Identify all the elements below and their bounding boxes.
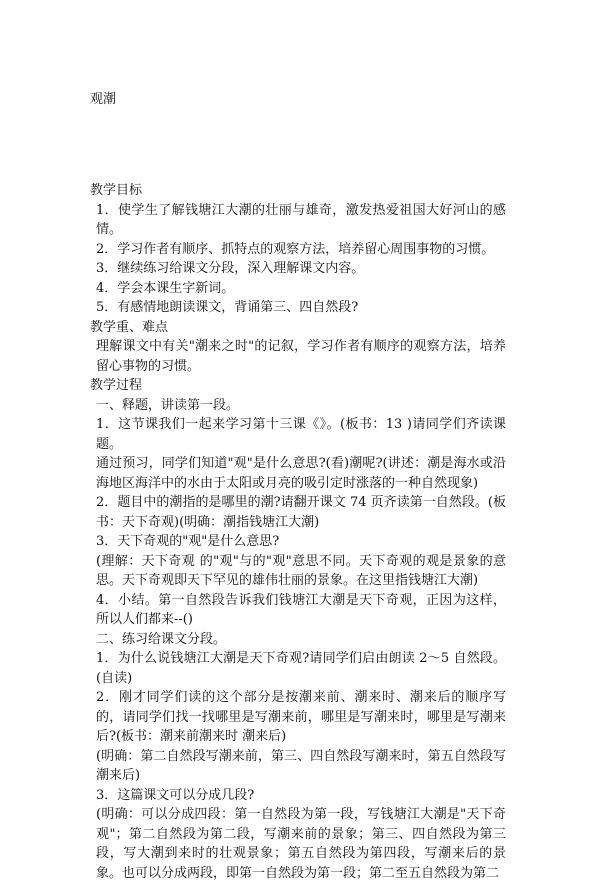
section-heading: 教学过程 bbox=[90, 378, 143, 393]
paragraph-line: 2．刚才同学们读的这个部分是按潮来前、潮来时、潮来后的顺序写的，请同学们找一找哪里是写潮来前，哪里是写潮来时，哪里是写潮来后?(板书：潮来前潮来时 潮来后) bbox=[96, 690, 506, 744]
paragraph-line: 3．这篇课文可以分成几段? bbox=[96, 787, 255, 803]
paragraph-line: 1．这节课我们一起来学习第十三课《》。(板书：13 )请同学们齐读课题。 bbox=[96, 417, 506, 452]
document-title: 观潮 bbox=[90, 92, 117, 107]
paragraph-line: 2．学习作者有顺序、抓特点的观察方法，培养留心周围事物的习惯。 bbox=[96, 241, 495, 257]
paragraph-line: 1．使学生了解钱塘江大潮的壮丽与雄奇，激发热爱祖国大好河山的感情。 bbox=[96, 202, 506, 237]
paragraph-line: 2．题目中的潮指的是哪里的潮?请翻开课文 74 页齐读第一自然段。(板书：天下奇观)(明确：潮指钱塘江大潮) bbox=[96, 495, 506, 530]
paragraph-line: 理解课文中有关"潮来之时"的记叙，学习作者有顺序的观察方法，培养留心事物的习惯。 bbox=[96, 339, 506, 374]
paragraph-line: 通过预习，同学们知道"观"是什么意思?(看)潮呢?(讲述：潮是海水或沿海地区海洋中的水由于太阳或月亮的吸引定时涨落的一种自然现象) bbox=[96, 456, 506, 491]
paragraph-line: 二、练习给课文分段。 bbox=[96, 631, 227, 647]
paragraph-line: 3．天下奇观的"观"是什么意思? bbox=[96, 534, 280, 549]
section-heading: 教学重、难点 bbox=[90, 319, 169, 335]
paragraph-line: 一、释题，讲读第一段。 bbox=[96, 397, 240, 413]
paragraph-line: (明确：第二自然段写潮来前，第三、四自然段写潮来时，第五自然段写潮来后) bbox=[96, 748, 506, 783]
paragraph-line: (理解：天下奇观 的"观"与的"观"意思不同。天下奇观的观是景象的意思。天下奇观即天下罕见的雄伟壮丽的景象。在这里指钱塘江大潮) bbox=[96, 553, 506, 588]
paragraph-line: 4．学会本课生字新词。 bbox=[96, 280, 235, 296]
paragraph-line: 4．小结。第一自然段告诉我们钱塘江大潮是天下奇观，正因为这样，所以人们都来--() bbox=[96, 592, 506, 627]
section-heading: 教学目标 bbox=[90, 183, 143, 198]
paragraph-line: 5．有感情地朗读课文，背诵第三、四自然段? bbox=[96, 300, 359, 315]
paragraph-line: (明确：可以分成四段：第一自然段为第一段，写钱塘江大潮是"天下奇观"；第二自然段为第二段，写潮来前的景象；第三、四自然段为第三段，写大潮到来时的壮观景象；第五自然段为第四段，写潮来后的景象。也可以分成两段，即第一自然段为第一段；第二至五自然段为第二 bbox=[96, 807, 506, 881]
paragraph-line: 3．继续练习给课文分段，深入理解课文内容。 bbox=[96, 261, 365, 276]
paragraph-line: 1．为什么说钱塘江大潮是天下奇观?请同学们启由朗读 2～5 自然段。(自读) bbox=[96, 651, 506, 686]
document-body bbox=[90, 181, 506, 883]
